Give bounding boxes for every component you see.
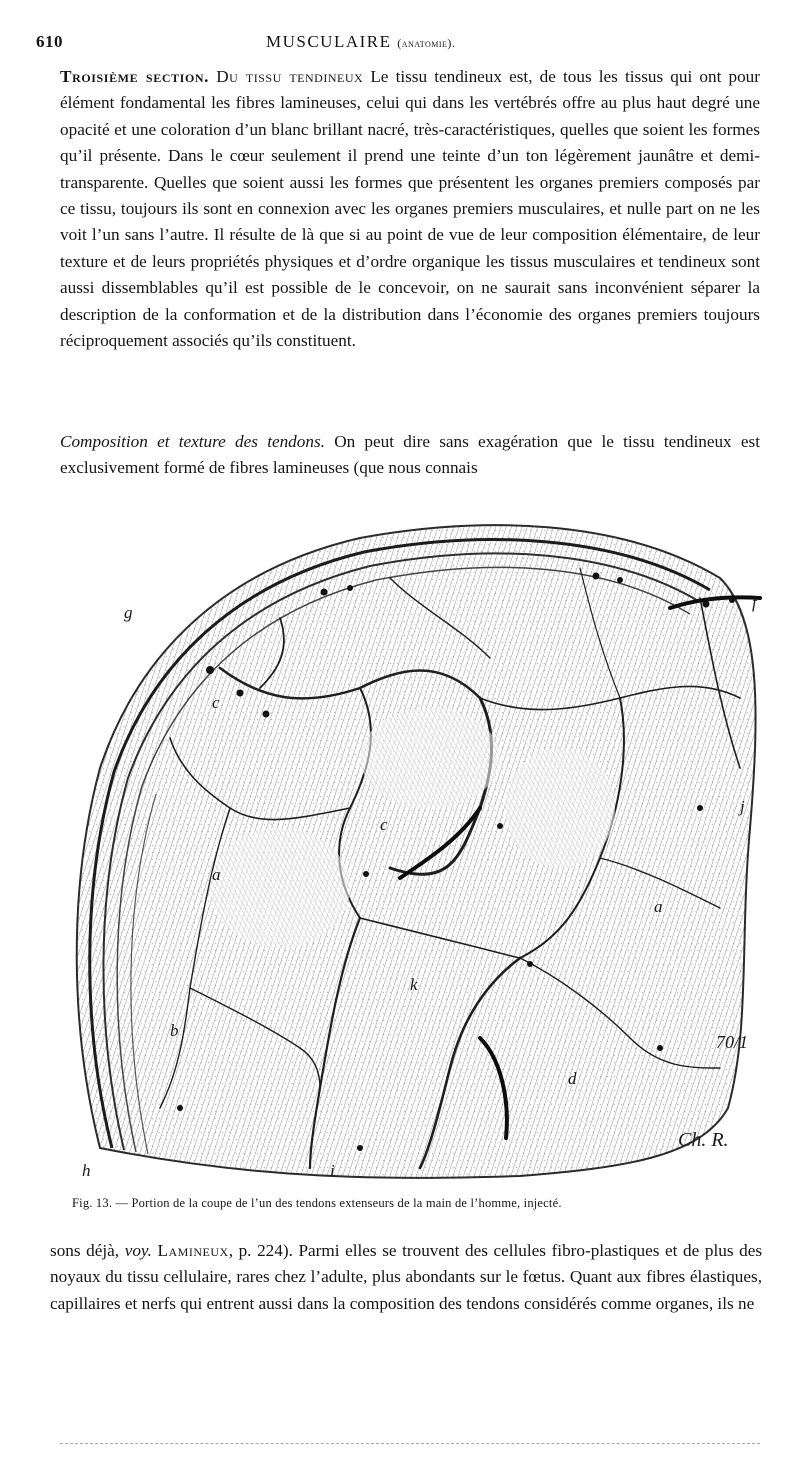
tendon-section-illustration xyxy=(60,508,780,1188)
continuation-reference: Lamineux xyxy=(157,1241,229,1260)
continuation-text-before: sons déjà, xyxy=(50,1241,120,1260)
section-label: Troisième section. xyxy=(60,67,210,86)
figure-label-g: g xyxy=(124,603,133,622)
running-title-main: MUSCULAIRE xyxy=(266,32,392,51)
footer-rule xyxy=(60,1443,760,1444)
figure-number: Fig. 13. xyxy=(72,1196,113,1210)
running-title-subtitle: (anatomie). xyxy=(397,36,456,50)
figure-label-c-center: c xyxy=(380,815,388,834)
subsection-text: On peut dire sans exagération que le tissu tendineux est exclusivement formé de fibres lamineuses (que nous connais xyxy=(60,432,760,478)
figure-label-j: j xyxy=(740,797,745,816)
section-title: Du tissu tendineux xyxy=(216,67,364,86)
figure-label-a-right: a xyxy=(654,897,663,916)
figure-label-i: i xyxy=(330,1161,335,1180)
figure-label-b: b xyxy=(170,1021,179,1040)
running-title xyxy=(266,32,455,52)
figure-label-d: d xyxy=(568,1069,577,1088)
figure-label-f: f xyxy=(752,593,757,612)
subsection-title: Composition et texture des tendons. xyxy=(60,432,325,451)
page-number: 610 xyxy=(36,32,63,51)
figure-label-c-upper: c xyxy=(212,693,220,712)
engraver-signature: Ch. R. xyxy=(678,1129,729,1151)
figure-label-a-left: a xyxy=(212,865,221,884)
figure-caption-text: — Portion de la coupe de l’un des tendons extenseurs de la main de l’homme, injecté. xyxy=(115,1196,562,1210)
figure-caption xyxy=(72,1196,772,1211)
running-head xyxy=(36,30,766,56)
section-text: Le tissu tendineux est, de tous les tissus qui ont pour élément fondamental les fibres lamineuses, celui qui dans les vertébrés offre au plus haut degré une opacité et une coloration d’un blanc brillant nacré, très-caractéristiques, quelles que soient les formes qu’il présente. Dans le cœur seulement il prend une teinte d’un ton légèrement jaunâtre et demi-transparente. Quelles que soient aussi les formes que présentent les organes premiers composés par ce tissu, toujours ils sont en connexion avec les organes premiers musculaires, et nulle part on ne les voit l’un sans l’autre. Il résulte de là que si au point de vue de leur composition élémentaire, de leur texture et de leurs propriétés physiques et d’ordre organique les tissus musculaires et tendineux sont aussi dissemblables qu’il est possible de le concevoir, on ne saurait sans inconvénient séparer la description de la conformation et de la distribution dans l’économie des organes premiers toujours réciproquement associés qu’ils constituent. xyxy=(60,67,760,351)
subsection-paragraph xyxy=(60,429,760,482)
section-paragraph xyxy=(60,64,760,354)
figure-scale-mark: 70/1 xyxy=(716,1032,749,1052)
continuation-text-after: , p. 224). Parmi elles se trouvent des cellules fibro-plastiques et de plus des noyaux du tissu cellulaire, rares chez l’adulte, plus abondants sur le fœtus. Quant aux fibres élastiques, capillaires et nerfs qui entrent aussi dans la composition des tendons considérés comme organes, ils ne xyxy=(50,1241,763,1313)
continuation-paragraph xyxy=(50,1238,762,1317)
figure-label-k: k xyxy=(410,975,418,994)
figure-label-h: h xyxy=(82,1161,91,1180)
continuation-voy: voy. xyxy=(124,1241,152,1260)
